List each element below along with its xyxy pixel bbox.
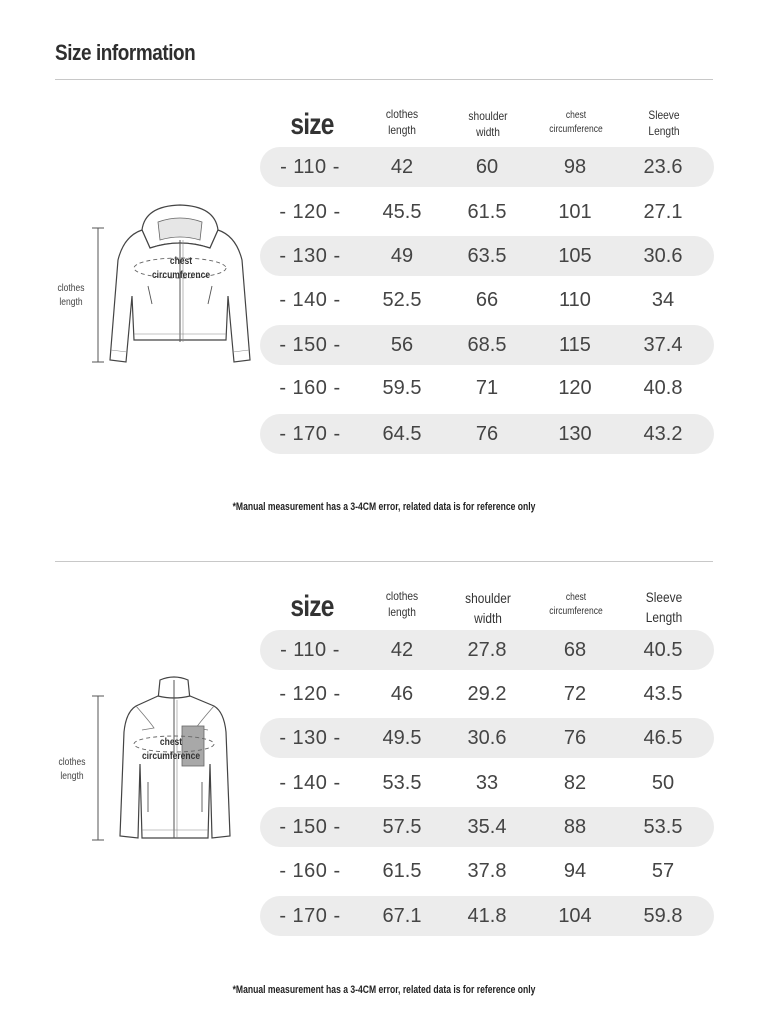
shoulder-width-header: shoulder width (465, 590, 511, 626)
sleeve-length-header: Sleeve Length (648, 108, 680, 138)
sleeve-cell: 43.5 (643, 683, 683, 705)
page-title: Size information (55, 40, 196, 65)
size-cell: - 150 - (279, 816, 341, 838)
clothes-length-cell: 56 (390, 334, 414, 356)
chest-circumference-label: chest circumference (141, 737, 201, 762)
sleeve-cell: 40.5 (643, 639, 683, 661)
table-row (260, 763, 714, 803)
measurement-note: *Manual measurement has a 3-4CM error, related data is for reference only (232, 501, 536, 513)
chest-cell: 94 (563, 860, 587, 882)
size-cell: - 130 - (279, 727, 341, 749)
shoulder-width-cell: 29.2 (467, 683, 507, 705)
size-header: size (290, 108, 334, 141)
size-cell: - 120 - (279, 683, 341, 705)
chest-cell: 88 (563, 816, 587, 838)
clothes-length-cell: 49.5 (382, 727, 422, 749)
clothes-length-cell: 67.1 (382, 905, 422, 927)
clothes-length-header: clothes length (385, 589, 419, 619)
clothes-length-label: clothes length (57, 283, 85, 308)
size-cell: - 140 - (279, 772, 341, 794)
clothes-length-label: clothes length (58, 757, 86, 782)
shoulder-width-cell: 61.5 (467, 201, 507, 223)
size-cell: - 120 - (279, 201, 341, 223)
clothes-length-cell: 53.5 (382, 772, 422, 794)
chest-cell: 104 (558, 905, 592, 927)
measurement-note: *Manual measurement has a 3-4CM error, related data is for reference only (232, 984, 536, 996)
chest-cell: 101 (558, 201, 592, 223)
size-cell: - 160 - (279, 860, 341, 882)
shoulder-width-cell: 71 (475, 377, 499, 399)
chest-cell: 105 (558, 245, 592, 267)
chest-cell: 76 (563, 727, 587, 749)
clothes-length-cell: 59.5 (382, 377, 422, 399)
clothes-length-cell: 42 (390, 639, 414, 661)
shoulder-width-header: shoulder width (468, 109, 508, 139)
table-row (260, 147, 714, 187)
shoulder-width-cell: 35.4 (467, 816, 507, 838)
clothes-length-header: clothes length (385, 107, 419, 137)
table-header (0, 586, 768, 634)
chest-cell: 120 (558, 377, 592, 399)
sleeve-cell: 59.8 (643, 905, 683, 927)
table-header (0, 104, 768, 152)
clothes-length-cell: 61.5 (382, 860, 422, 882)
table-row (260, 718, 714, 758)
table-row (260, 851, 714, 891)
chest-circumference-label: chest circumference (151, 256, 211, 281)
size-cell: - 110 - (280, 156, 340, 178)
shoulder-width-cell: 30.6 (467, 727, 507, 749)
sleeve-cell: 37.4 (643, 334, 683, 356)
shoulder-width-cell: 68.5 (467, 334, 507, 356)
chest-cell: 115 (559, 334, 591, 356)
sleeve-length-header: Sleeve Length (645, 589, 683, 625)
shoulder-width-cell: 60 (475, 156, 499, 178)
sleeve-cell: 46.5 (643, 727, 683, 749)
clothes-length-cell: 52.5 (382, 289, 422, 311)
shoulder-width-cell: 37.8 (467, 860, 507, 882)
table-row (260, 896, 714, 936)
size-cell: - 170 - (279, 423, 341, 445)
size-cell: - 110 - (280, 639, 340, 661)
shoulder-width-cell: 33 (475, 772, 499, 794)
sleeve-cell: 30.6 (643, 245, 683, 267)
size-cell: - 160 - (279, 377, 341, 399)
shoulder-width-cell: 76 (475, 423, 499, 445)
table-row (260, 414, 714, 454)
size-cell: - 170 - (279, 905, 341, 927)
table-row (260, 192, 714, 232)
clothes-length-cell: 42 (390, 156, 414, 178)
sleeve-cell: 40.8 (643, 377, 683, 399)
chest-cell: 98 (563, 156, 587, 178)
table-row (260, 368, 714, 408)
chest-cell: 130 (558, 423, 592, 445)
sleeve-cell: 23.6 (643, 156, 683, 178)
title-divider (55, 79, 713, 80)
table-row (260, 674, 714, 714)
size-cell: - 150 - (279, 334, 341, 356)
shoulder-width-cell: 41.8 (467, 905, 507, 927)
chest-cell: 82 (563, 772, 587, 794)
shoulder-width-cell: 27.8 (467, 639, 507, 661)
table-row (260, 807, 714, 847)
sleeve-cell: 50 (651, 772, 675, 794)
table-row (260, 325, 714, 365)
sleeve-cell: 27.1 (643, 201, 683, 223)
table-row (260, 630, 714, 670)
size-cell: - 140 - (279, 289, 341, 311)
chest-circumference-header: chest circumference (549, 592, 603, 617)
chest-cell: 68 (563, 639, 587, 661)
clothes-length-cell: 45.5 (382, 201, 422, 223)
table-row (260, 236, 714, 276)
chest-cell: 72 (563, 683, 587, 705)
sleeve-cell: 34 (651, 289, 675, 311)
table-row (260, 280, 714, 320)
size-header: size (290, 590, 334, 623)
clothes-length-cell: 64.5 (382, 423, 422, 445)
chest-circumference-header: chest circumference (549, 110, 603, 135)
shoulder-width-cell: 63.5 (467, 245, 507, 267)
clothes-length-cell: 46 (390, 683, 414, 705)
clothes-length-cell: 57.5 (382, 816, 422, 838)
sleeve-cell: 43.2 (643, 423, 683, 445)
sleeve-cell: 53.5 (643, 816, 683, 838)
clothes-length-cell: 49 (390, 245, 414, 267)
shoulder-width-cell: 66 (475, 289, 499, 311)
section-divider (55, 561, 713, 562)
chest-cell: 110 (559, 289, 591, 311)
size-cell: - 130 - (279, 245, 341, 267)
sleeve-cell: 57 (651, 860, 675, 882)
